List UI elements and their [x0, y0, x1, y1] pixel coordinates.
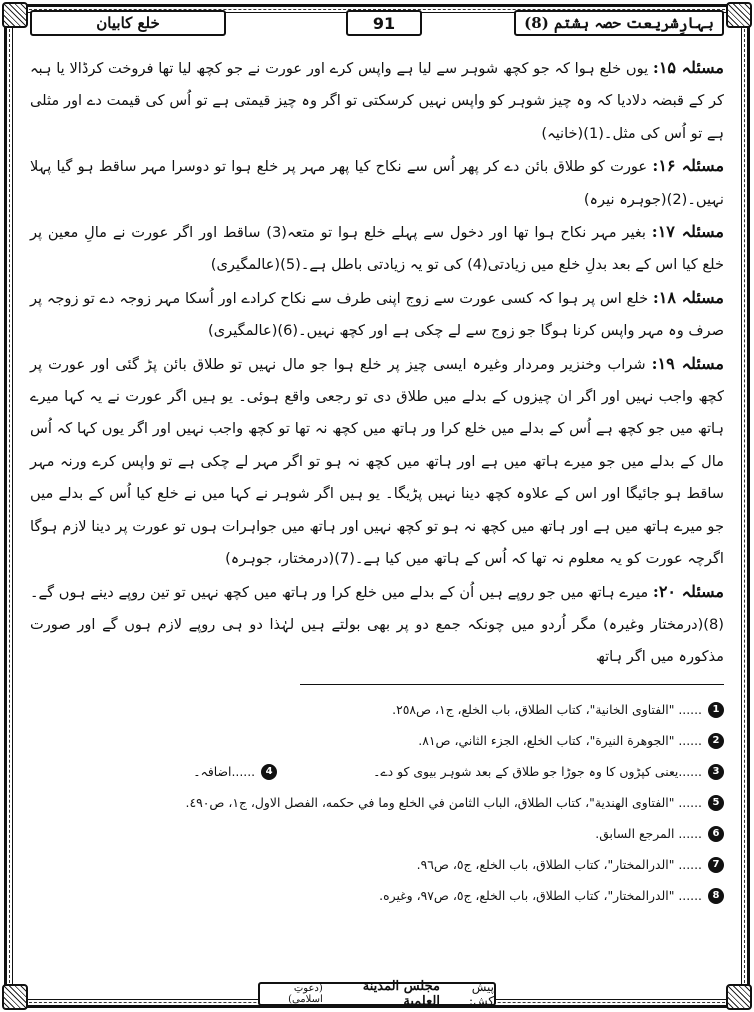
footnote-text: ...... "الدرالمختار"، كتاب الطلاق، باب الخلع، ج٥، ص٩٧، وغيره. — [379, 888, 702, 903]
masala-17 — [30, 216, 724, 282]
footnote — [193, 764, 277, 780]
masala-label: مسئلہ ۱۸: — [652, 287, 725, 307]
masala-label: مسئلہ ۱۵: — [652, 58, 724, 77]
footnote — [30, 787, 724, 818]
footnote-number: 6 — [708, 826, 724, 842]
footnote — [30, 818, 724, 849]
publisher-sub: (دعوتِ اسلامی) — [288, 983, 323, 1005]
footnote-text: ...... "الدرالمختار"، كتاب الطلاق، باب الخلع، ج٥، ص٩٦. — [416, 857, 702, 872]
main-text — [30, 52, 724, 674]
publisher-box — [258, 979, 496, 1009]
masala-text: شراب وخنزیر ومردار وغیرہ ایسی چیز پر خلع ہوا جو مال نہیں تو طلاق بائن پڑ گئی اور عورت پر کچھ واجب نہیں اور اگر ان چیزوں کے بدلے میں طلاق دی تو رجعی واقع ہوئی۔ یو ہیں اگر عورت نے یہ کہا میرے ہاتھ میں جو کچھ ہے اُس کے بدلے میں خلع کرا ور ہاتھ میں کچھ نہ تھا تو کچھ واجب نہیں اور اگر یوں کہا کہ اُس مال کے بدلے میں جو میرے ہاتھ میں ہے اور ہاتھ میں کچھ نہ ہو تو اگر مہر لے چکی ہے تو واپس کرے ورنہ مہر ساقط ہو جائیگا اور اس کے علاوہ کچھ دینا نہیں پڑیگا۔ یو ہیں اگر شوہر نے کہا میں نے خلع کیا اُس کے بدلے میں جو میرے ہاتھ میں ہے اور ہاتھ میں کچھ نہ ہو تو کچھ نہیں اور ہاتھ میں جواہرات ہوں تو عورت پر دینا لازم ہوگا اگرچہ عورت کو یہ معلوم نہ تھا کہ اُس کے ہاتھ میں کیا ہے۔(7)(درمختار، جوہرہ) — [30, 355, 724, 568]
corner-ornament-icon — [2, 2, 28, 28]
footnotes — [30, 694, 724, 911]
masala-15 — [30, 52, 724, 150]
footnote-number: 8 — [708, 888, 724, 904]
footnote-text: ...... "الفتاوى الهندية"، كتاب الطلاق، الباب الثامن في الخلع وما في حكمه، الفصل الاول، ج١، ص٤٩٠. — [185, 795, 702, 810]
footnote-number: 7 — [708, 857, 724, 873]
masala-text: خلع اس پر ہوا کہ کسی عورت سے زوج اپنی طرف سے نکاح کرادے اور اُسکا مہر زوجہ دے تو زوجہ پر صرف وہ مہر واپس کرنا ہوگا جو زوج سے لے چکی ہے اور کچھ نہیں۔(6)(عالمگیری) — [30, 289, 724, 340]
footnote-number: 5 — [708, 795, 724, 811]
corner-ornament-icon — [726, 2, 752, 28]
footnote-number: 2 — [708, 733, 724, 749]
masala-text: یوں خلع ہوا کہ جو کچھ شوہر سے لیا ہے واپس کرے اور عورت نے جو کچھ لیا تھا فروخت کرڈالا یا ہبہ کر کے قبضہ دلادیا کہ وہ چیز شوہر کو واپس نہیں کرسکتی تو اگر وہ چیز قیمتی ہے تو اُس کی قیمت دے اور مثلی ہے تو اُس کی مثل۔(1)(خانیہ) — [30, 60, 724, 142]
page-header — [30, 10, 724, 36]
footnote-number: 4 — [261, 764, 277, 780]
footnote-number: 3 — [708, 764, 724, 780]
book-title: بہارِشریعت حصہ ہشتم (8) — [514, 10, 724, 36]
masala-text: بغیر مہر نکاح ہوا تھا اور دخول سے پہلے خلع ہوا تو متعہ(3) ساقط اور اگر عورت نے مالِ معین پر خلع کیا اس کے بعد بدلِ خلع میں زیادتی(4) کی تو یہ زیادتی باطل ہے۔(5)(عالمگیری) — [30, 224, 724, 274]
footnote-divider — [300, 684, 724, 685]
footnote-row — [30, 756, 724, 787]
masala-20 — [30, 576, 724, 674]
masala-label: مسئلہ ۱۹: — [651, 353, 724, 373]
footnote — [30, 880, 724, 911]
footnote-text: ...... "الجوهرة النيرة"، كتاب الخلع، الجزء الثاني، ص٨١. — [418, 733, 702, 748]
footer-prefix: پیش کش: — [468, 980, 494, 1008]
page-footer — [0, 980, 754, 1010]
footnote — [30, 849, 724, 880]
masala-label: مسئلہ ۲۰: — [652, 581, 724, 601]
masala-label: مسئلہ ۱۷: — [651, 222, 724, 242]
masala-19 — [30, 348, 724, 576]
footnote-text: ...... المرجع السابق. — [595, 826, 702, 841]
masala-text: میرے ہاتھ میں جو روپے ہیں اُن کے بدلے میں خلع کرا ور ہاتھ میں کچھ نہیں تو تین روپے دینے ہوں گے۔(8)(درمختار وغیرہ) مگر اُردو میں چونکہ جمع دو پر بھی بولتے ہیں لہٰذا دو ہی روپے لازم ہوں گے اور صورت مذکورہ میں اگر ہاتھ — [30, 583, 724, 666]
footnote-text: ......یعنی کپڑوں کا وہ جوڑا جو طلاق کے بعد شوہر بیوی کو دے۔ — [373, 764, 702, 779]
footnote-number: 1 — [708, 702, 724, 718]
page-number: 91 — [346, 10, 422, 36]
masala-text: عورت کو طلاق بائن دے کر پھر اُس سے نکاح کیا پھر مہر پر خلع ہوا تو دوسرا مہر ساقط ہو گیا پہلا نہیں۔(2)(جوہرہ نیرہ) — [30, 158, 724, 208]
publisher-name: مجلس المدينة العلمية — [362, 979, 440, 1009]
masala-16 — [30, 150, 724, 216]
footnote-text: ...... "الفتاوى الخانية"، كتاب الطلاق، باب الخلع، ج١، ص٢٥٨. — [392, 702, 702, 717]
masala-label: مسئلہ ۱۶: — [652, 156, 725, 176]
footnote — [30, 725, 724, 756]
chapter-title: خلع کابیان — [30, 10, 226, 36]
masala-18 — [30, 282, 724, 348]
footnote — [30, 694, 724, 725]
footnote-text: ......اضافہ۔ — [193, 764, 256, 779]
